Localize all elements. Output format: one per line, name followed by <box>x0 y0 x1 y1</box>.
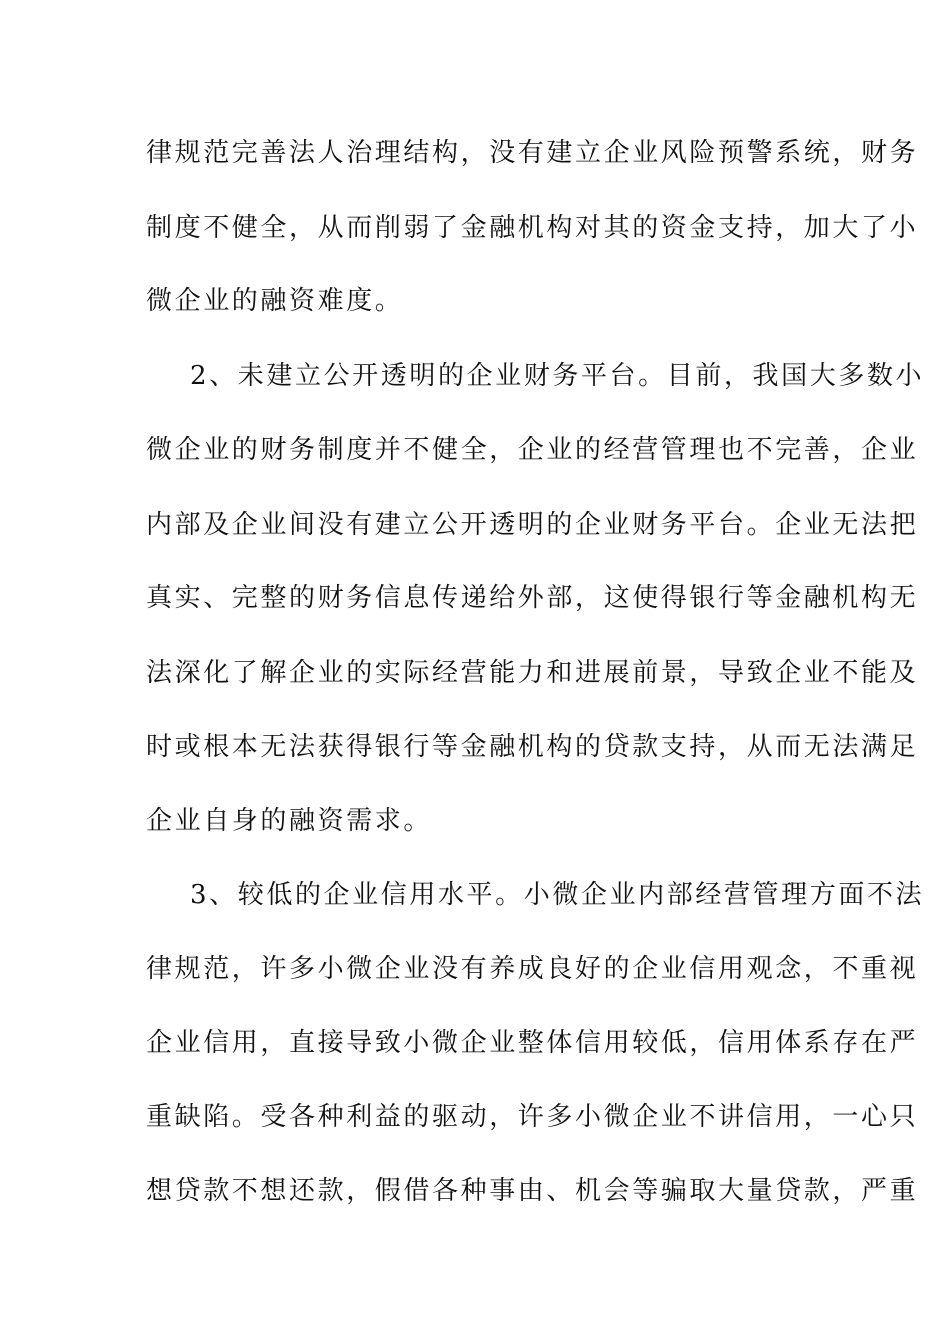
text-line: 企业信用，直接导致小微企业整体信用较低，信用体系存在严 <box>146 1028 919 1058</box>
text-line: 真实、完整的财务信息传递给外部，这使得银行等金融机构无 <box>146 583 919 613</box>
text-line: 律规范，许多小微企业没有养成良好的企业信用观念，不重视 <box>146 954 919 984</box>
text-line: 法深化了解企业的实际经营能力和进展前景，导致企业不能及 <box>146 658 919 688</box>
text-line: 时或根本无法获得银行等金融机构的贷款支持，从而无法满足 <box>146 732 919 762</box>
text-line: 内部及企业间没有建立公开透明的企业财务平台。企业无法把 <box>146 510 919 540</box>
text-line: 微企业的财务制度并不健全，企业的经营管理也不完善，企业 <box>146 435 919 465</box>
paragraph-3-first-line: 3、较低的企业信用水平。小微企业内部经营管理方面不法 <box>190 880 925 910</box>
text-line: 制度不健全，从而削弱了金融机构对其的资金支持，加大了小 <box>146 213 919 243</box>
paragraph-2-first-line: 2、未建立公开透明的企业财务平台。目前，我国大多数小 <box>190 361 925 391</box>
text-line: 想贷款不想还款，假借各种事由、机会等骗取大量贷款，严重 <box>146 1176 919 1206</box>
text-line: 重缺陷。受各种利益的驱动，许多小微企业不讲信用，一心只 <box>146 1102 919 1132</box>
text-line: 微企业的融资难度。 <box>146 286 404 316</box>
text-line: 企业自身的融资需求。 <box>146 806 433 836</box>
text-line: 律规范完善法人治理结构，没有建立企业风险预警系统，财务 <box>146 138 919 168</box>
